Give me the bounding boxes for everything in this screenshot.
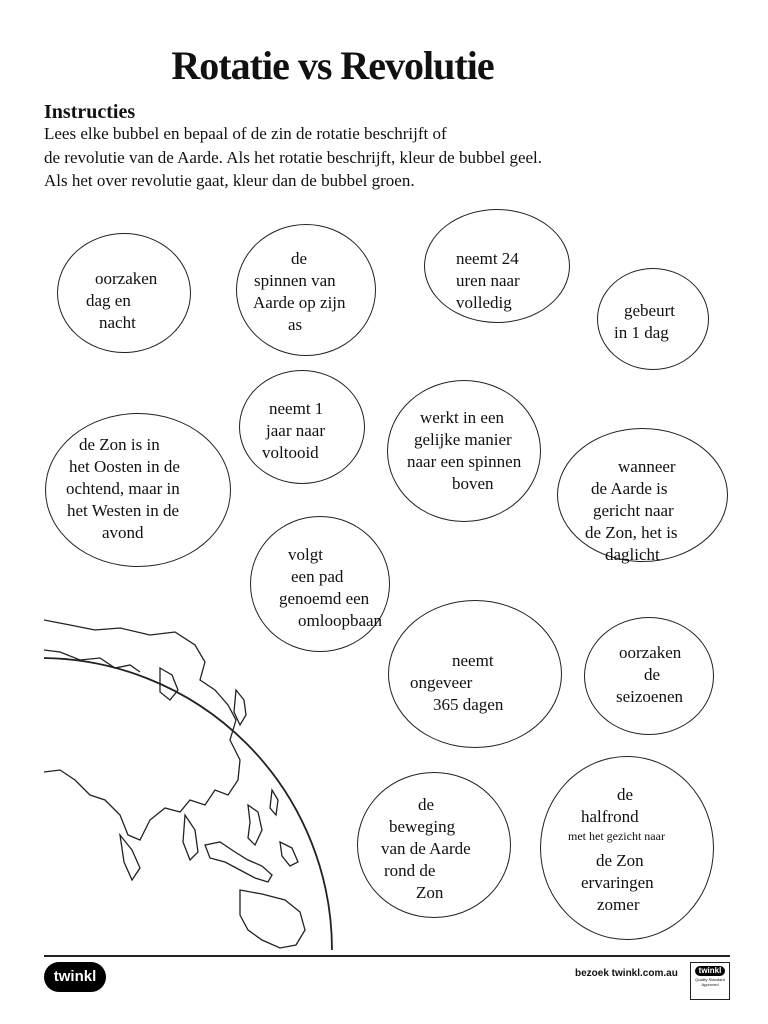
bubble-text: volgt [288, 545, 323, 564]
bubble-text: neemt 24 [456, 249, 519, 268]
bubble-text: genoemd een [279, 589, 370, 608]
bubble-text: volledig [456, 293, 512, 312]
bubble-text: de Aarde is [591, 479, 668, 498]
bubble-text: zomer [597, 895, 640, 914]
footer-divider [44, 955, 730, 957]
bubble-text: dag en [86, 291, 131, 310]
website-link[interactable]: bezoek twinkl.com.au [575, 968, 678, 979]
bubble-text: omloopbaan [298, 611, 383, 630]
page-title: Rotatie vs Revolutie [171, 43, 494, 88]
badge-caption: Quality Standard Approved [695, 977, 725, 987]
bubble-text: avond [102, 523, 144, 542]
badge-brand: twinkl [695, 966, 725, 976]
bubble-text: boven [452, 474, 494, 493]
bubble-text: ochtend, maar in [66, 479, 180, 498]
instructions-line: de revolutie van de Aarde. Als het rotatie beschrijft, kleur de bubbel geel. [44, 148, 543, 167]
bubble-text: Zon [416, 883, 444, 902]
bubble-text: ongeveer [410, 673, 473, 692]
bubble-text: de [644, 665, 661, 684]
bubble-text: neemt 1 [269, 399, 324, 418]
bubble-text: ervaringen [581, 873, 654, 892]
bubble-text: rond de [384, 861, 436, 880]
bubble-text: de [291, 249, 308, 268]
bubble-text: uren naar [456, 271, 520, 290]
bubble-text: de Zon is in [79, 435, 160, 454]
bubble-text: werkt in een [420, 408, 505, 427]
bubble-text: de Zon, het is [585, 523, 678, 542]
bubble-text: de Zon [596, 851, 644, 870]
quality-badge-icon [690, 962, 730, 1000]
bubble-text: 365 dagen [433, 695, 504, 714]
bubble-text: oorzaken [95, 269, 158, 288]
bubble-text: wanneer [618, 457, 676, 476]
instructions-heading: Instructies [44, 101, 136, 123]
bubble-text: beweging [389, 817, 456, 836]
bubble-text: seizoenen [616, 687, 684, 706]
bubble-text: daglicht [605, 545, 660, 564]
bubble-text: nacht [99, 313, 136, 332]
bubble-text: een pad [291, 567, 344, 586]
bubble-text: neemt [452, 651, 494, 670]
bubble-text: oorzaken [619, 643, 682, 662]
bubble-text: de [418, 795, 435, 814]
bubble-text: gericht naar [593, 501, 674, 520]
twinkl-logo: twinkl [44, 962, 106, 992]
instructions-line: Als het over revolutie gaat, kleur dan de bubbel groen. [44, 171, 415, 190]
bubble-text: van de Aarde [381, 839, 471, 858]
bubble-text: Aarde op zijn [253, 293, 346, 312]
bubble-text: voltooid [262, 443, 319, 462]
instructions-line: Lees elke bubbel en bepaal of de zin de rotatie beschrijft of [44, 124, 447, 143]
bubble-text: as [288, 315, 303, 334]
bubble-text: het Oosten in de [69, 457, 180, 476]
bubble-text: de [617, 785, 634, 804]
bubble-text: gebeurt [624, 301, 675, 320]
bubble-text: met het gezicht naar [568, 829, 665, 843]
bubble-text: spinnen van [254, 271, 336, 290]
bubble-text: het Westen in de [67, 501, 180, 520]
bubble-text: naar een spinnen [407, 452, 522, 471]
bubble-text: gelijke manier [414, 430, 512, 449]
bubble-text: jaar naar [266, 421, 325, 440]
bubble-text: in 1 dag [614, 323, 669, 342]
bubble-text: halfrond [581, 807, 639, 826]
